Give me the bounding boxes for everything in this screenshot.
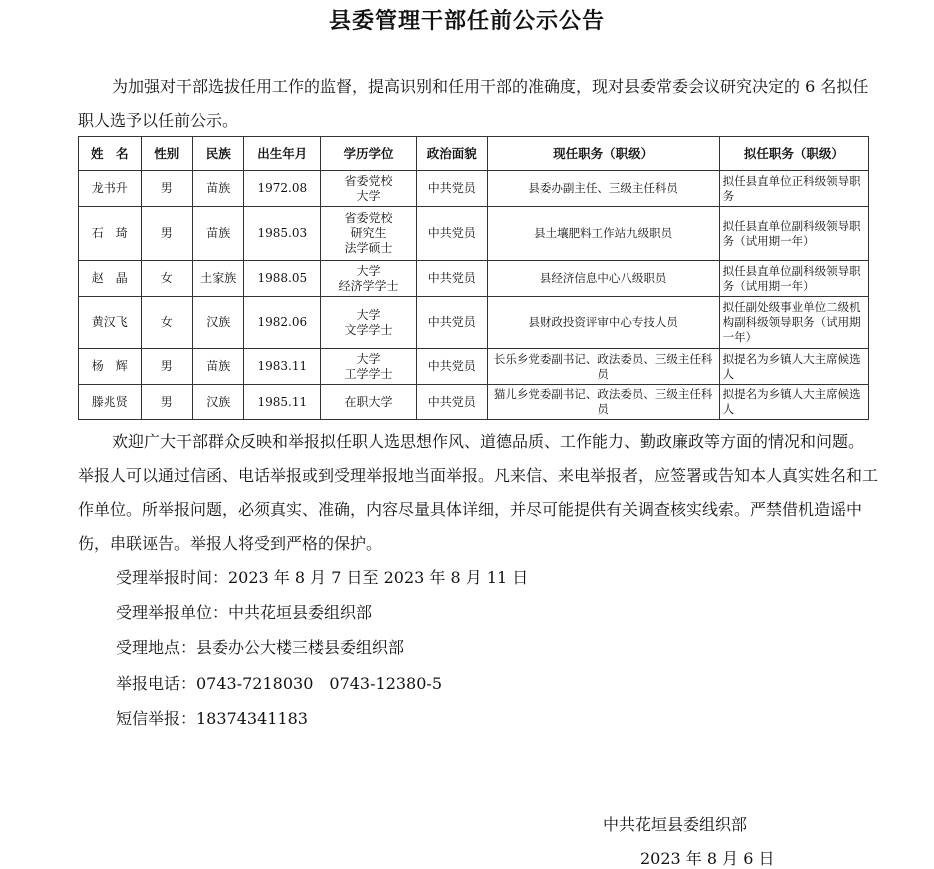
report-sms: 短信举报：18374341183: [116, 709, 308, 728]
table-row: [79, 385, 869, 420]
header-education: 学历学位: [321, 137, 417, 171]
cell-birth: 1985.11: [244, 385, 321, 420]
cell-ethnicity: 土家族: [193, 261, 244, 297]
edu-line: 经济学学士: [338, 278, 399, 293]
edu-line: 文学学士: [344, 322, 393, 337]
cell-ethnicity: 苗族: [193, 207, 244, 261]
cell-education: [321, 207, 417, 261]
cell-current-post: 长乐乡党委副书记、政法委员、三级主任科员: [487, 349, 719, 385]
edu-line: 省委党校: [344, 173, 393, 188]
cell-education: [321, 385, 417, 420]
cell-education: [321, 261, 417, 297]
cell-party: 中共党员: [416, 385, 487, 420]
cell-ethnicity: 苗族: [193, 171, 244, 207]
cell-gender: 女: [141, 261, 192, 297]
cell-party: 中共党员: [416, 349, 487, 385]
cell-education: [321, 171, 417, 207]
edu-line: 法学硕士: [344, 241, 393, 255]
edu-line: 省委党校: [344, 211, 393, 225]
cell-proposed-post: 拟提名为乡镇人大主席候选人: [719, 349, 868, 385]
edu-line: 大学: [356, 263, 381, 278]
cell-birth: 1988.05: [244, 261, 321, 297]
signature-org: 中共花垣县委组织部: [603, 815, 748, 834]
cell-current-post: 县经济信息中心八级职员: [487, 261, 719, 297]
header-proposed-post: 拟任职务（职级）: [719, 137, 868, 171]
cell-ethnicity: 汉族: [193, 385, 244, 420]
cell-education: [321, 349, 417, 385]
cell-gender: 男: [141, 171, 192, 207]
table-row: [79, 207, 869, 261]
report-phone: 举报电话：0743-7218030 0743-12380-5: [116, 674, 442, 693]
cell-proposed-post: 拟提名为乡镇人大主席候选人: [719, 385, 868, 420]
cell-name: 黄汉飞: [79, 297, 142, 349]
table-row: [79, 297, 869, 349]
cell-birth: 1985.03: [244, 207, 321, 261]
cell-gender: 男: [141, 349, 192, 385]
report-unit: 受理举报单位：中共花垣县委组织部: [116, 603, 373, 622]
table-row: [79, 261, 869, 297]
cell-current-post: 猫儿乡党委副书记、政法委员、三级主任科员: [487, 385, 719, 420]
table-row: [79, 349, 869, 385]
edu-line: 研究生: [350, 226, 387, 240]
cell-name: 杨 辉: [79, 349, 142, 385]
cell-birth: 1972.08: [244, 171, 321, 207]
edu-line: 工学学士: [344, 366, 393, 381]
cell-proposed-post: 拟任副处级事业单位二级机构副科级领导职务（试用期一年）: [719, 297, 868, 349]
cell-education: [321, 297, 417, 349]
header-name: 姓 名: [79, 137, 142, 171]
cell-party: 中共党员: [416, 207, 487, 261]
edu-line: 大学: [356, 307, 381, 322]
cell-party: 中共党员: [416, 171, 487, 207]
notice-title: 县委管理干部任前公示公告: [328, 9, 605, 34]
cell-ethnicity: 汉族: [193, 297, 244, 349]
cell-name: 龙书升: [79, 171, 142, 207]
header-ethnicity: 民族: [193, 137, 244, 171]
table-row: [79, 171, 869, 207]
header-party: 政治面貌: [416, 137, 487, 171]
edu-line: 大学: [356, 351, 381, 366]
cell-gender: 女: [141, 297, 192, 349]
cell-current-post: 县财政投资评审中心专技人员: [487, 297, 719, 349]
signature-date: 2023 年 8 月 6 日: [640, 849, 775, 868]
cell-current-post: 县委办副主任、三级主任科员: [487, 171, 719, 207]
report-place: 受理地点：县委办公大楼三楼县委组织部: [116, 638, 405, 657]
report-instructions-paragraph: 欢迎广大干部群众反映和举报拟任职人选思想作风、道德品质、工作能力、勤政廉政等方面的情况和问题。举报人可以通过信函、电话举报或到受理举报地当面举报。凡来信、来电举报者，应签署或告知本人真实姓名和工作单位。所举报问题，必须真实、准确，内容尽量具体详细，并尽可能提供有关调查核实线索。严禁借机造谣中伤，串联诬告。举报人将受到严格的保护。: [78, 432, 879, 553]
cell-ethnicity: 苗族: [193, 349, 244, 385]
cell-gender: 男: [141, 385, 192, 420]
cell-current-post: 县土壤肥料工作站九级职员: [487, 207, 719, 261]
edu-line: 在职大学: [344, 394, 393, 409]
cell-party: 中共党员: [416, 297, 487, 349]
cell-name: 赵 晶: [79, 261, 142, 297]
cell-name: 滕兆贤: [79, 385, 142, 420]
report-time: 受理举报时间：2023 年 8 月 7 日至 2023 年 8 月 11 日: [116, 568, 529, 587]
table-header-row: [79, 137, 869, 171]
cell-name: 石 琦: [79, 207, 142, 261]
header-birth: 出生年月: [244, 137, 321, 171]
edu-line: 大学: [356, 188, 381, 203]
candidate-table: [78, 136, 869, 420]
cell-party: 中共党员: [416, 261, 487, 297]
cell-proposed-post: 拟任县直单位副科级领导职务（试用期一年）: [719, 207, 868, 261]
cell-birth: 1982.06: [244, 297, 321, 349]
cell-proposed-post: 拟任县直单位副科级领导职务（试用期一年）: [719, 261, 868, 297]
intro-paragraph: 为加强对干部选拔任用工作的监督，提高识别和任用干部的准确度，现对县委常委会议研究决定的 6 名拟任职人选予以任前公示。: [78, 77, 869, 130]
cell-gender: 男: [141, 207, 192, 261]
header-current-post: 现任职务（职级）: [487, 137, 719, 171]
header-gender: 性别: [141, 137, 192, 171]
cell-birth: 1983.11: [244, 349, 321, 385]
cell-proposed-post: 拟任县直单位正科级领导职务: [719, 171, 868, 207]
